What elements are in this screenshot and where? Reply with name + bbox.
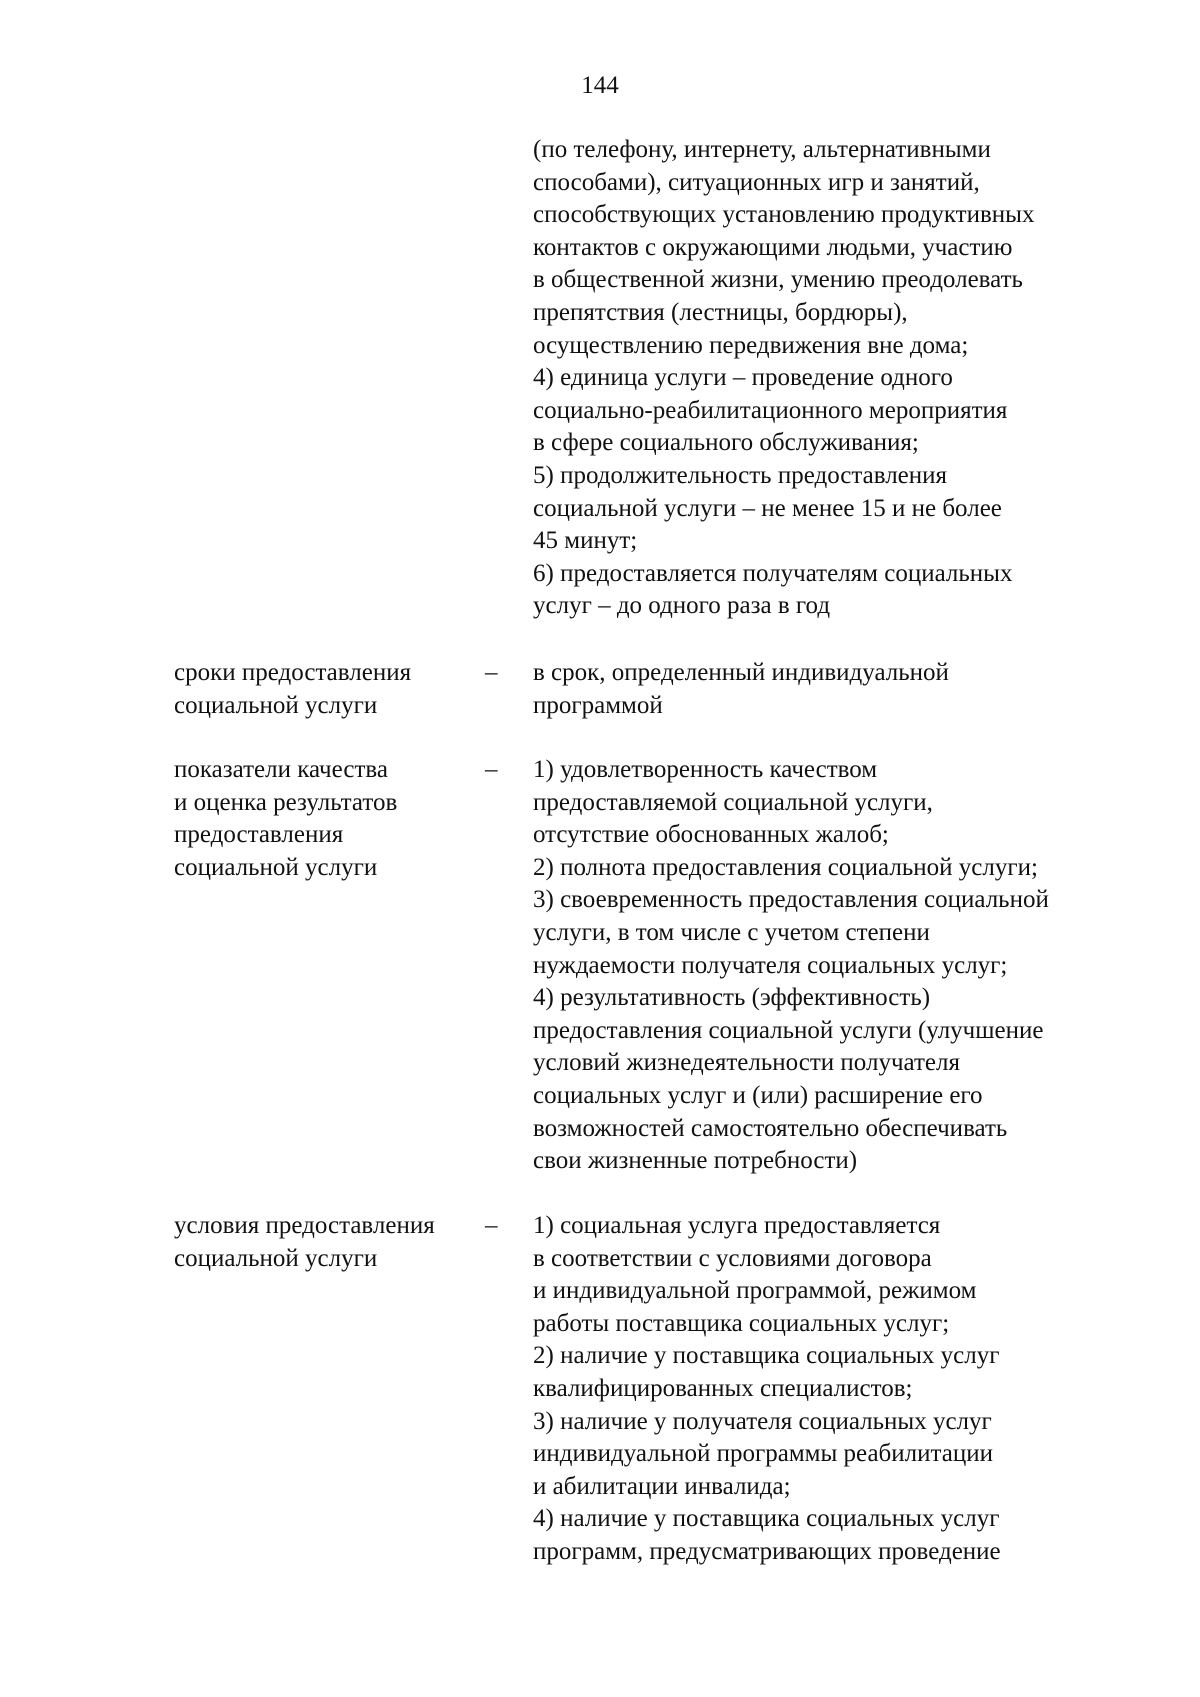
continuation-text [533, 134, 1133, 623]
text-line: 6) предоставляется получателям социальных [533, 559, 1013, 587]
label-line: показатели качества [174, 756, 388, 783]
text-line: (по телефону, интернету, альтернативными [533, 136, 991, 163]
text-line: индивидуальной программы реабилитации [533, 1440, 993, 1468]
text-line: осуществлению передвижения вне дома; [533, 331, 969, 359]
text-line: 1) удовлетворенность качеством [533, 756, 878, 783]
text-line: социально-реабилитационного мероприятия [533, 396, 1008, 424]
label-line: сроки предоставления [174, 659, 412, 686]
text-line: социальных услуг и (или) расширение его [533, 1081, 983, 1109]
label-line: условия предоставления [174, 1212, 435, 1239]
dash-separator: – [485, 659, 498, 686]
text-line: предоставления социальной услуги (улучшение [533, 1016, 1044, 1044]
section-value [533, 657, 1133, 722]
text-line: услуг – до одного раза в год [533, 592, 831, 620]
text-line: 4) результативность (эффективность) [533, 984, 931, 1012]
text-line: и индивидуальной программой, режимом [533, 1277, 977, 1305]
text-line: нуждаемости получателя социальных услуг; [533, 951, 1008, 979]
text-line: 45 минут; [533, 527, 638, 555]
text-line: 2) полнота предоставления социальной услуги; [533, 853, 1038, 881]
text-line: 3) своевременность предоставления социальной [533, 886, 1049, 914]
text-line: 4) наличие у поставщика социальных услуг [533, 1505, 1000, 1533]
text-line: контактов с окружающими людьми, участию [533, 233, 1013, 261]
text-line: 5) продолжительность предоставления [533, 461, 948, 489]
text-line: способствующих установлению продуктивных [533, 201, 1035, 229]
text-line: работы поставщика социальных услуг; [533, 1309, 950, 1337]
dash-separator: – [485, 1212, 498, 1239]
text-line: программой [533, 691, 663, 719]
label-line: предоставления [174, 821, 344, 849]
text-line: в срок, определенный индивидуальной [533, 659, 949, 686]
text-line: условий жизнедеятельности получателя [533, 1049, 960, 1077]
text-line: в общественной жизни, умению преодолевать [533, 266, 1023, 294]
page-number: 144 [581, 72, 619, 99]
label-line: социальной услуги [174, 691, 378, 719]
text-line: 4) единица услуги – проведение одного [533, 364, 953, 392]
section-value [533, 1210, 1133, 1569]
text-line: возможностей самостоятельно обеспечивать [533, 1114, 1008, 1142]
section-value [533, 754, 1133, 1178]
section-label [174, 754, 484, 884]
label-line: социальной услуги [174, 1244, 378, 1272]
label-line: и оценка результатов [174, 788, 398, 816]
text-line: программ, предусматривающих проведение [533, 1537, 1001, 1565]
text-line: 1) социальная услуга предоставляется [533, 1212, 941, 1239]
text-line: 3) наличие у получателя социальных услуг [533, 1407, 992, 1435]
section-label [174, 657, 484, 722]
dash-separator: – [485, 756, 498, 783]
text-line: квалифицированных специалистов; [533, 1374, 913, 1402]
text-line: 2) наличие у поставщика социальных услуг [533, 1342, 1000, 1370]
text-line: способами), ситуационных игр и занятий, [533, 168, 980, 196]
text-line: услуги, в том числе с учетом степени [533, 918, 930, 946]
text-line: социальной услуги – не менее 15 и не более [533, 494, 1002, 522]
text-line: препятствия (лестницы, бордюры), [533, 298, 908, 326]
label-line: социальной услуги [174, 853, 378, 881]
text-line: в соответствии с условиями договора [533, 1244, 932, 1272]
text-line: свои жизненные потребности) [533, 1147, 858, 1175]
text-line: предоставляемой социальной услуги, [533, 788, 933, 816]
text-line: и абилитации инвалида; [533, 1472, 791, 1500]
text-line: в сфере социального обслуживания; [533, 429, 919, 457]
text-line: отсутствие обоснованных жалоб; [533, 821, 889, 849]
section-label [174, 1210, 484, 1275]
